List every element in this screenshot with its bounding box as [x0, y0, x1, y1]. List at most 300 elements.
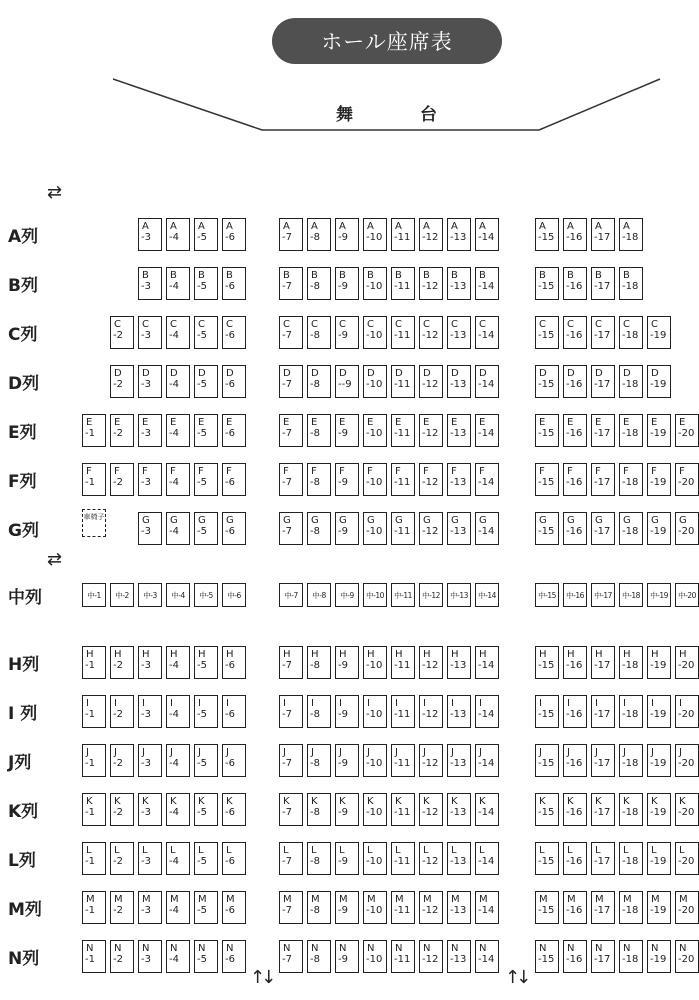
seat[interactable]: [647, 940, 671, 973]
seat[interactable]: [675, 646, 699, 679]
seat[interactable]: [335, 646, 359, 679]
seat[interactable]: [419, 512, 443, 545]
seat[interactable]: [222, 940, 246, 973]
seat[interactable]: [335, 218, 359, 251]
seat[interactable]: [675, 463, 699, 496]
seat[interactable]: [563, 218, 587, 251]
seat[interactable]: [222, 218, 246, 251]
seat[interactable]: [307, 414, 331, 447]
seat[interactable]: [535, 512, 559, 545]
seat[interactable]: [194, 646, 218, 679]
seat[interactable]: [419, 646, 443, 679]
seat[interactable]: [647, 414, 671, 447]
seat[interactable]: [363, 891, 387, 924]
seat[interactable]: [391, 218, 415, 251]
seat[interactable]: [675, 414, 699, 447]
seat[interactable]: [535, 891, 559, 924]
seat[interactable]: [419, 267, 443, 300]
seat[interactable]: [419, 316, 443, 349]
seat[interactable]: [647, 463, 671, 496]
seat-number: --9: [338, 379, 352, 390]
seat[interactable]: [563, 463, 587, 496]
seat[interactable]: [447, 512, 471, 545]
seat[interactable]: [475, 695, 499, 728]
seat-row-letter: N: [339, 943, 347, 954]
seat[interactable]: [563, 512, 587, 545]
seat[interactable]: [110, 463, 134, 496]
seat[interactable]: [619, 316, 643, 349]
seat[interactable]: [535, 744, 559, 777]
seat[interactable]: [166, 218, 190, 251]
seat[interactable]: [535, 365, 559, 398]
seat[interactable]: [166, 744, 190, 777]
seat[interactable]: [222, 891, 246, 924]
seat[interactable]: [279, 646, 303, 679]
seat[interactable]: [194, 793, 218, 826]
seat-number: -3: [141, 477, 151, 488]
seat[interactable]: [563, 365, 587, 398]
seat[interactable]: [647, 891, 671, 924]
seat[interactable]: [110, 646, 134, 679]
seat[interactable]: [222, 793, 246, 826]
seat[interactable]: [535, 646, 559, 679]
seat[interactable]: [110, 414, 134, 447]
seat[interactable]: [447, 842, 471, 875]
seat[interactable]: [591, 218, 615, 251]
seat[interactable]: [619, 512, 643, 545]
seat[interactable]: [279, 267, 303, 300]
seat[interactable]: [591, 891, 615, 924]
seat[interactable]: [647, 365, 671, 398]
seat[interactable]: [447, 940, 471, 973]
seat[interactable]: [591, 365, 615, 398]
seat[interactable]: [166, 842, 190, 875]
seat[interactable]: [475, 365, 499, 398]
seat[interactable]: [447, 316, 471, 349]
seat[interactable]: [447, 414, 471, 447]
seat[interactable]: [166, 695, 190, 728]
seat[interactable]: 中-11: [391, 583, 415, 607]
seat[interactable]: [307, 365, 331, 398]
seat[interactable]: [279, 842, 303, 875]
seat[interactable]: [475, 414, 499, 447]
seat[interactable]: [138, 512, 162, 545]
seat[interactable]: [591, 842, 615, 875]
seat[interactable]: [82, 793, 106, 826]
seat[interactable]: [619, 842, 643, 875]
seat[interactable]: [419, 218, 443, 251]
seat[interactable]: [307, 463, 331, 496]
seat[interactable]: [222, 646, 246, 679]
seat[interactable]: [391, 463, 415, 496]
seat[interactable]: [194, 842, 218, 875]
seat[interactable]: [391, 744, 415, 777]
seat[interactable]: 中-13: [447, 583, 471, 607]
seat[interactable]: [335, 940, 359, 973]
seat[interactable]: [335, 891, 359, 924]
seat[interactable]: 中-8: [307, 583, 331, 607]
seat[interactable]: [138, 695, 162, 728]
seat[interactable]: [307, 842, 331, 875]
seat[interactable]: [110, 695, 134, 728]
seat[interactable]: [222, 316, 246, 349]
seat[interactable]: [222, 463, 246, 496]
seat[interactable]: [591, 646, 615, 679]
seat[interactable]: [194, 316, 218, 349]
seat[interactable]: [335, 842, 359, 875]
seat[interactable]: [279, 414, 303, 447]
seat[interactable]: [391, 316, 415, 349]
seat[interactable]: [363, 218, 387, 251]
seat[interactable]: [419, 940, 443, 973]
seat[interactable]: [166, 512, 190, 545]
seat[interactable]: [591, 512, 615, 545]
seat[interactable]: [419, 793, 443, 826]
seat[interactable]: [619, 793, 643, 826]
seat[interactable]: [647, 646, 671, 679]
seat[interactable]: [166, 463, 190, 496]
seat[interactable]: [363, 316, 387, 349]
seat[interactable]: [194, 744, 218, 777]
seat[interactable]: [138, 744, 162, 777]
seat[interactable]: [335, 695, 359, 728]
seat[interactable]: [619, 218, 643, 251]
seat[interactable]: [166, 940, 190, 973]
seat[interactable]: [447, 365, 471, 398]
seat[interactable]: [535, 940, 559, 973]
seat[interactable]: [475, 891, 499, 924]
seat[interactable]: [475, 793, 499, 826]
seat[interactable]: [619, 365, 643, 398]
seat[interactable]: [619, 744, 643, 777]
seat-row-letter: D: [142, 368, 150, 379]
seat[interactable]: [110, 365, 134, 398]
seat[interactable]: [647, 316, 671, 349]
seat[interactable]: [675, 842, 699, 875]
seat[interactable]: [535, 842, 559, 875]
seat[interactable]: 中-9: [335, 583, 359, 607]
seat[interactable]: [166, 646, 190, 679]
seat[interactable]: [363, 744, 387, 777]
seat[interactable]: [475, 940, 499, 973]
seat[interactable]: [110, 842, 134, 875]
seat[interactable]: 中-19: [647, 583, 671, 607]
seat[interactable]: [563, 842, 587, 875]
seat[interactable]: [166, 793, 190, 826]
seat[interactable]: [194, 891, 218, 924]
seat[interactable]: [563, 267, 587, 300]
seat[interactable]: [138, 267, 162, 300]
seat[interactable]: [222, 267, 246, 300]
seat[interactable]: 中-6: [222, 583, 246, 607]
seat[interactable]: 中-15: [535, 583, 559, 607]
seat[interactable]: [335, 463, 359, 496]
seat[interactable]: [82, 940, 106, 973]
seat-number: -16: [566, 905, 583, 916]
seat[interactable]: [563, 695, 587, 728]
seat-number: -15: [538, 954, 555, 965]
seat[interactable]: [279, 512, 303, 545]
seat[interactable]: [335, 744, 359, 777]
seat[interactable]: [591, 695, 615, 728]
seat[interactable]: [447, 695, 471, 728]
seat[interactable]: [166, 414, 190, 447]
seat-row-letter: L: [595, 845, 601, 856]
seat[interactable]: [138, 365, 162, 398]
seat[interactable]: [535, 414, 559, 447]
seat[interactable]: [194, 365, 218, 398]
seat[interactable]: [138, 218, 162, 251]
seat[interactable]: [475, 463, 499, 496]
seat[interactable]: [419, 365, 443, 398]
seat[interactable]: [591, 414, 615, 447]
seat[interactable]: [307, 316, 331, 349]
seat[interactable]: [166, 365, 190, 398]
seat[interactable]: 中-18: [619, 583, 643, 607]
seat[interactable]: [391, 414, 415, 447]
seat[interactable]: [475, 512, 499, 545]
seat[interactable]: [335, 512, 359, 545]
seat[interactable]: [619, 267, 643, 300]
seat[interactable]: [82, 646, 106, 679]
seat[interactable]: [363, 940, 387, 973]
seat[interactable]: [110, 940, 134, 973]
seat[interactable]: [619, 646, 643, 679]
seat[interactable]: [447, 267, 471, 300]
seat[interactable]: [647, 512, 671, 545]
seat[interactable]: [363, 842, 387, 875]
seat[interactable]: [563, 940, 587, 973]
seat[interactable]: [419, 414, 443, 447]
seat[interactable]: [447, 793, 471, 826]
seat[interactable]: [647, 695, 671, 728]
seat[interactable]: [447, 463, 471, 496]
seat[interactable]: [675, 695, 699, 728]
seat[interactable]: [535, 793, 559, 826]
seat[interactable]: [279, 940, 303, 973]
seat[interactable]: [82, 414, 106, 447]
seat[interactable]: [391, 695, 415, 728]
seat[interactable]: [447, 218, 471, 251]
seat[interactable]: [138, 316, 162, 349]
seat[interactable]: [619, 414, 643, 447]
seat[interactable]: [591, 463, 615, 496]
seat[interactable]: [138, 793, 162, 826]
seat[interactable]: [363, 512, 387, 545]
seat[interactable]: 中-2: [110, 583, 134, 607]
seat[interactable]: [475, 842, 499, 875]
seat[interactable]: [391, 646, 415, 679]
seat[interactable]: [447, 891, 471, 924]
seat[interactable]: [475, 316, 499, 349]
seat[interactable]: [475, 267, 499, 300]
seat[interactable]: [222, 695, 246, 728]
seat[interactable]: [391, 940, 415, 973]
seat[interactable]: [419, 695, 443, 728]
seat[interactable]: [335, 316, 359, 349]
seat[interactable]: [110, 793, 134, 826]
seat[interactable]: [535, 316, 559, 349]
seat[interactable]: [535, 267, 559, 300]
seat[interactable]: [335, 365, 359, 398]
seat[interactable]: 中-7: [279, 583, 303, 607]
seat[interactable]: 中-17: [591, 583, 615, 607]
seat[interactable]: [619, 940, 643, 973]
seat[interactable]: [591, 940, 615, 973]
seat[interactable]: [563, 891, 587, 924]
seat[interactable]: [475, 218, 499, 251]
seat[interactable]: [363, 695, 387, 728]
seat[interactable]: [307, 940, 331, 973]
seat[interactable]: [335, 267, 359, 300]
seat[interactable]: [279, 695, 303, 728]
seat[interactable]: [110, 891, 134, 924]
seat[interactable]: [535, 463, 559, 496]
seat[interactable]: [335, 414, 359, 447]
seat[interactable]: [647, 744, 671, 777]
seat[interactable]: [675, 891, 699, 924]
seat[interactable]: 中-3: [138, 583, 162, 607]
seat[interactable]: [335, 793, 359, 826]
seat[interactable]: [194, 940, 218, 973]
seat[interactable]: 中-4: [166, 583, 190, 607]
seat[interactable]: [138, 940, 162, 973]
seat[interactable]: [194, 463, 218, 496]
seat[interactable]: [391, 793, 415, 826]
seat[interactable]: [363, 267, 387, 300]
seat[interactable]: [307, 744, 331, 777]
seat[interactable]: [475, 646, 499, 679]
seat[interactable]: [82, 842, 106, 875]
seat-number: -2: [113, 379, 123, 390]
seat[interactable]: [279, 463, 303, 496]
seat[interactable]: [563, 316, 587, 349]
seat-number: -12: [422, 477, 439, 488]
row-label: F列: [8, 472, 37, 492]
seat[interactable]: [363, 463, 387, 496]
seat[interactable]: [110, 316, 134, 349]
wheelchair-space[interactable]: 車椅子: [82, 509, 106, 537]
seat[interactable]: [619, 463, 643, 496]
seat[interactable]: 中-5: [194, 583, 218, 607]
seat[interactable]: [222, 842, 246, 875]
seat[interactable]: [194, 267, 218, 300]
seat[interactable]: [675, 793, 699, 826]
seat[interactable]: [82, 463, 106, 496]
seat[interactable]: 中-16: [563, 583, 587, 607]
seat[interactable]: 中-14: [475, 583, 499, 607]
seat[interactable]: [391, 891, 415, 924]
seat[interactable]: [222, 414, 246, 447]
seat[interactable]: [419, 891, 443, 924]
seat[interactable]: [447, 744, 471, 777]
seat[interactable]: [307, 218, 331, 251]
seat[interactable]: [563, 744, 587, 777]
seat[interactable]: [363, 414, 387, 447]
seat[interactable]: [563, 646, 587, 679]
seat[interactable]: [222, 512, 246, 545]
seat[interactable]: [166, 267, 190, 300]
seat[interactable]: 中-20: [675, 583, 699, 607]
seat-number: -9: [338, 477, 348, 488]
seat[interactable]: [307, 891, 331, 924]
seat-row-letter: F: [198, 466, 204, 477]
seat[interactable]: [138, 842, 162, 875]
seat[interactable]: [194, 218, 218, 251]
seat[interactable]: [138, 646, 162, 679]
seat[interactable]: [675, 940, 699, 973]
seat[interactable]: [391, 365, 415, 398]
seat[interactable]: [222, 744, 246, 777]
seat[interactable]: [307, 512, 331, 545]
seat[interactable]: [363, 646, 387, 679]
seat[interactable]: [419, 744, 443, 777]
seat[interactable]: [279, 793, 303, 826]
seat[interactable]: [279, 316, 303, 349]
seat[interactable]: [166, 891, 190, 924]
seat[interactable]: [563, 414, 587, 447]
seat[interactable]: [307, 695, 331, 728]
seat[interactable]: [419, 842, 443, 875]
seat[interactable]: [447, 646, 471, 679]
seat[interactable]: [307, 793, 331, 826]
seat[interactable]: [279, 365, 303, 398]
seat[interactable]: [363, 793, 387, 826]
seat[interactable]: 中-1: [82, 583, 106, 607]
seat[interactable]: [279, 744, 303, 777]
seat[interactable]: [675, 744, 699, 777]
seat[interactable]: [535, 218, 559, 251]
seat[interactable]: [591, 793, 615, 826]
seat[interactable]: [138, 414, 162, 447]
seat[interactable]: [194, 512, 218, 545]
seat[interactable]: [194, 414, 218, 447]
seat[interactable]: [563, 793, 587, 826]
seat[interactable]: [391, 267, 415, 300]
seat[interactable]: [475, 744, 499, 777]
seat[interactable]: [82, 695, 106, 728]
seat[interactable]: [138, 463, 162, 496]
seat[interactable]: [619, 695, 643, 728]
seat-number: -16: [566, 477, 583, 488]
seat[interactable]: [591, 316, 615, 349]
seat[interactable]: [110, 744, 134, 777]
seat[interactable]: [647, 842, 671, 875]
seat[interactable]: [82, 744, 106, 777]
seat[interactable]: [166, 316, 190, 349]
seat[interactable]: [535, 695, 559, 728]
seat[interactable]: [279, 218, 303, 251]
seat[interactable]: [363, 365, 387, 398]
seat[interactable]: [391, 512, 415, 545]
seat[interactable]: [307, 646, 331, 679]
seat[interactable]: [391, 842, 415, 875]
seat[interactable]: [279, 891, 303, 924]
seat[interactable]: [138, 891, 162, 924]
seat[interactable]: 中-12: [419, 583, 443, 607]
seat[interactable]: [222, 365, 246, 398]
seat[interactable]: [647, 793, 671, 826]
seat[interactable]: [419, 463, 443, 496]
seat[interactable]: [307, 267, 331, 300]
seat[interactable]: [675, 512, 699, 545]
seat[interactable]: [194, 695, 218, 728]
seat[interactable]: [591, 744, 615, 777]
seat[interactable]: [82, 891, 106, 924]
seat[interactable]: [619, 891, 643, 924]
seat[interactable]: [591, 267, 615, 300]
seat[interactable]: 中-10: [363, 583, 387, 607]
